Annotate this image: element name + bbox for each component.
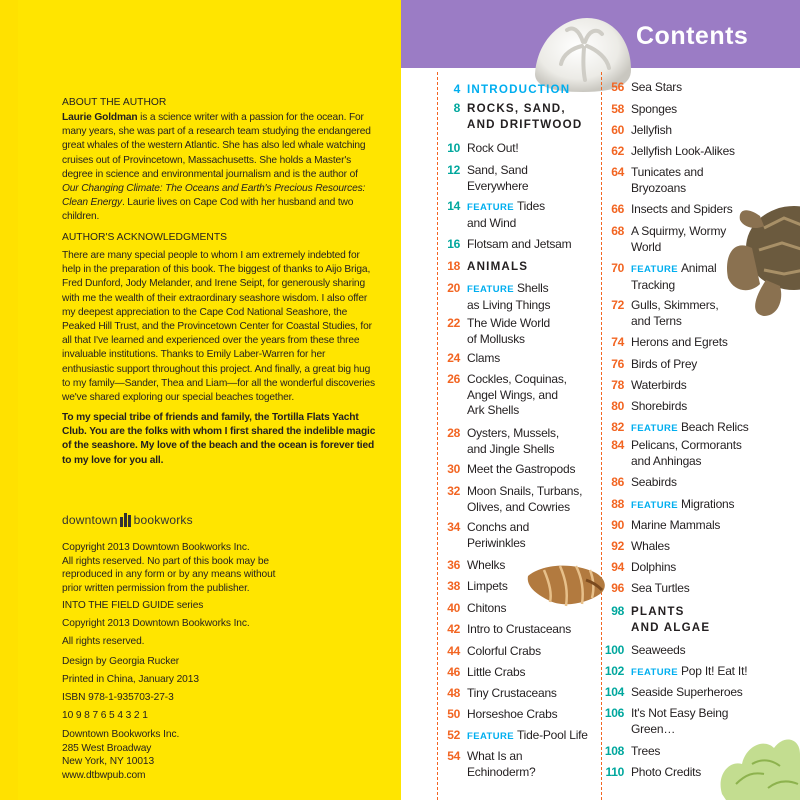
copyright-line: prior written permission from the publisher. (62, 582, 250, 594)
page-number: 90 (611, 518, 624, 532)
entry-title-text: Tide-Pool Life (516, 728, 588, 742)
feature-label: FEATURE (631, 423, 678, 434)
toc-entry (601, 664, 747, 681)
page-number: 16 (447, 237, 460, 251)
toc-entry (437, 484, 582, 515)
entry-title (631, 378, 687, 394)
entry-title-text: Colorful Crabs (467, 644, 541, 658)
entry-title (467, 579, 508, 595)
entry-title-text: Cockles, Coquinas, Angel Wings, and Ark Shells (467, 372, 567, 418)
isbn: ISBN 978-1-935703-27-3 (62, 692, 174, 703)
acknowledgments-heading: AUTHOR'S ACKNOWLEDGMENTS (62, 232, 228, 243)
entry-title (467, 281, 550, 313)
toc-entry (601, 123, 672, 139)
entry-title (631, 144, 735, 160)
entry-title-text: Seabirds (631, 475, 677, 489)
entry-title (467, 163, 528, 194)
acknowledgments-body: There are many special people to whom I am extremely indebted for help in the preparation of this book. The biggest of thanks to Aijo Briga, Fred Dunford, Jody Melander, and Irene Seipt, for generously sharing with me the wealth of their extraordinary seashore wisdom. I also offer my deepest appreciation to the Cape Cod National Seashore, the Peaked Hill Trust, and the Provincetown Center for Coastal Studies, for all that I've learned and experienced over the years from these three invaluable institutions. Thanks to Emily Laber-Warren for her enthusiastic support throughout this project. And finally, a great big hug to my family—Sander, Thea and Liam—for all the wonderful discoveries we've shared exploring our special beaches together. (62, 250, 375, 404)
page-number: 88 (611, 497, 624, 511)
page-number: 60 (611, 123, 624, 137)
entry-title-text: ROCKS, SAND, AND DRIFTWOOD (467, 102, 583, 131)
toc-entry (437, 316, 550, 347)
feature-label: FEATURE (631, 500, 678, 511)
printed-info: Printed in China, January 2013 (62, 674, 199, 685)
entry-title (467, 520, 529, 551)
entry-title-text: Pelicans, Cormorants and Anhingas (631, 438, 742, 468)
publisher-logo (62, 513, 193, 527)
entry-title-text: Whales (631, 539, 670, 553)
entry-title (631, 224, 726, 255)
toc-entry (437, 351, 500, 367)
entry-title (631, 335, 728, 351)
entry-title-text: Whelks (467, 558, 506, 572)
entry-title (631, 744, 660, 760)
page-number: 14 (447, 199, 460, 213)
toc-section-heading (437, 82, 570, 98)
toc-entry (601, 744, 660, 760)
design-credit: Design by Georgia Rucker (62, 656, 180, 667)
entry-title (467, 644, 541, 660)
entry-title (631, 298, 718, 329)
entry-title (631, 518, 720, 534)
toc-entry (601, 706, 728, 737)
page-number: 68 (611, 224, 624, 238)
address-line: Downtown Bookworks Inc. (62, 729, 180, 740)
contents-title: Contents (636, 22, 749, 50)
feature-label: FEATURE (467, 284, 514, 295)
entry-title-text: Tides and Wind (467, 199, 545, 230)
publisher-address (62, 728, 312, 782)
sea-turtle-photo (724, 188, 800, 318)
entry-title (467, 199, 545, 231)
toc-entry (601, 357, 697, 373)
page-number: 20 (447, 281, 460, 295)
toc-entry (601, 497, 734, 514)
page-number: 4 (453, 82, 460, 96)
page-number: 36 (447, 558, 460, 572)
toc-entry (437, 199, 545, 231)
entry-title-text: A Squirmy, Wormy World (631, 224, 727, 254)
toc-entry (437, 163, 528, 194)
toc-entry (437, 579, 508, 595)
page-number: 82 (611, 420, 624, 434)
entry-title-text: Seaweeds (631, 643, 686, 657)
entry-title (467, 728, 588, 745)
entry-title (467, 316, 550, 347)
entry-title-text: Sea Stars (631, 80, 682, 94)
toc-entry (601, 438, 742, 469)
author-name: Laurie Goldman (62, 112, 138, 123)
page-number: 38 (447, 579, 460, 593)
entry-title-text: Intro to Crustaceans (467, 622, 572, 636)
page-number: 40 (447, 601, 460, 615)
entry-title (631, 581, 690, 597)
page-number: 52 (447, 728, 460, 742)
entry-title (631, 604, 710, 635)
toc-entry (601, 335, 728, 351)
toc-section-heading (437, 259, 528, 275)
entry-title (467, 558, 505, 574)
toc-entry (601, 399, 687, 415)
entry-title-text: Pop It! Eat It! (680, 664, 748, 678)
toc-entry (601, 643, 685, 659)
page-number: 48 (447, 686, 460, 700)
page-number: 24 (447, 351, 460, 365)
entry-title-text: Tiny Crustaceans (467, 686, 557, 700)
book-titles: Our Changing Climate: The Oceans and Earth's Precious Resources: Clean Energy (62, 183, 366, 209)
toc-entry (601, 539, 670, 555)
toc-entry (437, 558, 505, 574)
toc-entry (601, 298, 718, 329)
toc-entry (437, 141, 519, 157)
copyright-line: reproduced in any form or by any means without (62, 569, 276, 580)
copyright-line: Copyright 2013 Downtown Bookworks Inc. (62, 542, 250, 553)
entry-title (467, 601, 506, 617)
bio-end: . Laurie lives on Cape Cod with her husband and two children. (62, 197, 354, 223)
seaweed-photo (712, 724, 800, 800)
toc-entry (601, 80, 682, 96)
entry-title-text: Little Crabs (467, 665, 526, 679)
entry-title (631, 765, 701, 781)
feature-label: FEATURE (467, 202, 514, 213)
whelk-shell-photo (526, 560, 608, 610)
entry-title (631, 643, 685, 659)
page-number: 102 (604, 664, 624, 678)
feature-label: FEATURE (467, 731, 514, 742)
entry-title-text: Horseshoe Crabs (467, 707, 558, 721)
entry-title (467, 686, 557, 702)
about-heading: ABOUT THE AUTHOR (62, 97, 167, 108)
entry-title (467, 372, 567, 419)
entry-title-text: Migrations (680, 497, 735, 511)
page-number: 94 (611, 560, 624, 574)
toc-section-heading (437, 101, 582, 132)
entry-title (467, 351, 500, 367)
copyright-2: Copyright 2013 Downtown Bookworks Inc. (62, 618, 250, 629)
toc-entry (601, 560, 676, 576)
entry-title-text: Sponges (631, 102, 677, 116)
toc-entry (437, 644, 541, 660)
toc-entry (437, 707, 557, 723)
entry-title (631, 497, 734, 514)
rights-reserved: All rights reserved. (62, 636, 145, 647)
page-number: 96 (611, 581, 624, 595)
entry-title-text: Animal Tracking (631, 261, 717, 292)
entry-title-text: Dolphins (631, 560, 677, 574)
dedication: To my special tribe of friends and family, the Tortilla Flats Yacht Club. You are the folks with whom I first shared the indelible magic of the seashore. My love of the beach and the ocean is forever tied to my love for you all. (62, 412, 376, 466)
entry-title-text: Moon Snails, Turbans, Olives, and Cowries (467, 484, 583, 514)
toc-entry (437, 281, 550, 313)
page-number: 106 (604, 706, 624, 720)
entry-title-text: Limpets (467, 579, 508, 593)
entry-title (631, 475, 677, 491)
toc-entry (601, 224, 726, 255)
entry-title-text: Rock Out! (467, 141, 519, 155)
entry-title-text: Meet the Gastropods (467, 462, 576, 476)
entry-title-text: Jellyfish (631, 123, 672, 137)
page-number: 86 (611, 475, 624, 489)
entry-title-text: INTRODUCTION (467, 83, 571, 96)
entry-title (467, 622, 571, 638)
page-number: 64 (611, 165, 624, 179)
toc-section-heading (601, 604, 710, 635)
entry-title-text: Waterbirds (631, 378, 687, 392)
page-number: 18 (447, 259, 460, 273)
page-number: 92 (611, 539, 624, 553)
entry-title-text: It's Not Easy Being Green… (631, 706, 729, 736)
entry-title-text: Marine Mammals (631, 518, 721, 532)
entry-title-text: Birds of Prey (631, 357, 698, 371)
entry-title (631, 261, 716, 293)
page-number: 12 (447, 163, 460, 177)
entry-title-text: Clams (467, 351, 501, 365)
entry-title-text: Shorebirds (631, 399, 688, 413)
toc-entry (601, 378, 687, 394)
page-number: 72 (611, 298, 624, 312)
entry-title (467, 665, 525, 681)
copyright-line: All rights reserved. No part of this book may be (62, 555, 269, 567)
toc-entry (601, 261, 716, 293)
entry-title (631, 685, 743, 701)
toc-entry (601, 202, 733, 218)
page-number: 32 (447, 484, 460, 498)
page-number: 70 (611, 261, 624, 275)
printing-line: 10 9 8 7 6 5 4 3 2 1 (62, 710, 148, 721)
entry-title (631, 420, 749, 437)
page-number: 26 (447, 372, 460, 386)
page-number: 54 (447, 749, 460, 763)
page-number: 108 (604, 744, 624, 758)
entry-title (631, 202, 733, 218)
toc-entry (437, 601, 506, 617)
entry-title (631, 664, 747, 681)
toc-entry (437, 622, 571, 638)
publisher-website: www.dtbwpub.com (62, 769, 146, 781)
page-number: 10 (447, 141, 460, 155)
logo-text-right: bookworks (133, 513, 193, 527)
entry-title-text: Herons and Egrets (631, 335, 728, 349)
entry-title (467, 237, 571, 253)
toc-entry (601, 765, 701, 781)
page-number: 34 (447, 520, 460, 534)
series-name: INTO THE FIELD GUIDE series (62, 600, 204, 611)
entry-title-text: Tunicates and Bryozoans (631, 165, 704, 195)
entry-title-text: Gulls, Skimmers, and Terns (631, 298, 719, 328)
entry-title-text: Trees (631, 744, 661, 758)
toc-entry (601, 581, 690, 597)
entry-title (467, 259, 528, 275)
toc-entry (601, 685, 743, 701)
entry-title-text: The Wide World of Mollusks (467, 316, 551, 346)
entry-title-text: Beach Relics (680, 420, 749, 434)
page-number: 110 (605, 765, 624, 779)
toc-entry (601, 102, 677, 118)
entry-title-text: Shells as Living Things (467, 281, 551, 312)
toc-entry (437, 237, 571, 253)
entry-title-text: Oysters, Mussels, and Jingle Shells (467, 426, 559, 456)
page-number: 28 (447, 426, 460, 440)
entry-title (631, 123, 672, 139)
address-line: 285 West Broadway (62, 742, 152, 754)
page-number: 66 (611, 202, 624, 216)
toc-entry (437, 462, 575, 478)
page-edge (0, 0, 18, 800)
copyright-notice (62, 541, 312, 595)
page-number: 46 (447, 665, 460, 679)
bio-text: is a science writer with a passion for the ocean. For many years, she was part of a research team studying the endangered great whales of the western Atlantic. She has also led whale watching cruises out of Provincetown, Massachusetts. She holds a Master's degree in science and environmental journalism and is the author of (62, 112, 371, 180)
page-number: 30 (447, 462, 460, 476)
page-number: 84 (611, 438, 624, 452)
entry-title (631, 539, 670, 555)
toc-entry (601, 165, 703, 196)
entry-title-text: Seaside Superheroes (631, 685, 743, 699)
page-number: 56 (611, 80, 624, 94)
entry-title (631, 102, 677, 118)
toc-entry (437, 728, 588, 745)
page-number: 98 (611, 604, 624, 618)
toc-entry (437, 686, 557, 702)
page-number: 62 (611, 144, 624, 158)
address-line: New York, NY 10013 (62, 756, 155, 767)
toc-entry (437, 665, 525, 681)
page-number: 76 (611, 357, 624, 371)
page-number: 104 (604, 685, 624, 699)
toc-entry (601, 518, 720, 534)
entry-title (467, 462, 575, 478)
entry-title (631, 357, 697, 373)
entry-title-text: Chitons (467, 601, 507, 615)
entry-title-text: Jellyfish Look-Alikes (631, 144, 735, 158)
entry-title (467, 141, 519, 157)
entry-title (631, 438, 742, 469)
entry-title (467, 101, 582, 132)
entry-title-text: Sea Turtles (631, 581, 690, 595)
page-number: 50 (447, 707, 460, 721)
toc-entry (437, 372, 567, 419)
books-icon (120, 513, 132, 527)
page-number: 42 (447, 622, 460, 636)
page-number: 8 (453, 101, 460, 115)
feature-label: FEATURE (631, 667, 678, 678)
toc-entry (601, 144, 735, 160)
toc-entry (437, 426, 559, 457)
entry-title-text: Conchs and Periwinkles (467, 520, 530, 550)
entry-title (467, 749, 536, 780)
toc-entry (601, 475, 677, 491)
entry-title-text: Flotsam and Jetsam (467, 237, 572, 251)
entry-title-text: Sand, Sand Everywhere (467, 163, 529, 193)
entry-title (631, 165, 703, 196)
toc-entry (437, 520, 529, 551)
entry-title-text: What Is an Echinoderm? (467, 749, 536, 779)
page-number: 44 (447, 644, 460, 658)
entry-title (467, 707, 557, 723)
entry-title (467, 82, 570, 98)
page-number: 100 (604, 643, 624, 657)
toc-entry (601, 420, 749, 437)
page-number: 80 (611, 399, 624, 413)
entry-title-text: Photo Credits (631, 765, 702, 779)
page-number: 74 (611, 335, 624, 349)
entry-title (467, 426, 559, 457)
logo-text-left: downtown (62, 513, 118, 527)
toc-entry (437, 749, 536, 780)
entry-title-text: PLANTS AND ALGAE (631, 605, 711, 634)
page-number: 78 (611, 378, 624, 392)
entry-title-text: Insects and Spiders (631, 202, 733, 216)
entry-title (631, 80, 682, 96)
about-bio (62, 111, 376, 225)
entry-title (631, 560, 676, 576)
feature-label: FEATURE (631, 264, 678, 275)
entry-title (631, 399, 687, 415)
page-number: 58 (611, 102, 624, 116)
entry-title (467, 484, 582, 515)
page-number: 22 (447, 316, 460, 330)
entry-title-text: ANIMALS (467, 260, 529, 273)
